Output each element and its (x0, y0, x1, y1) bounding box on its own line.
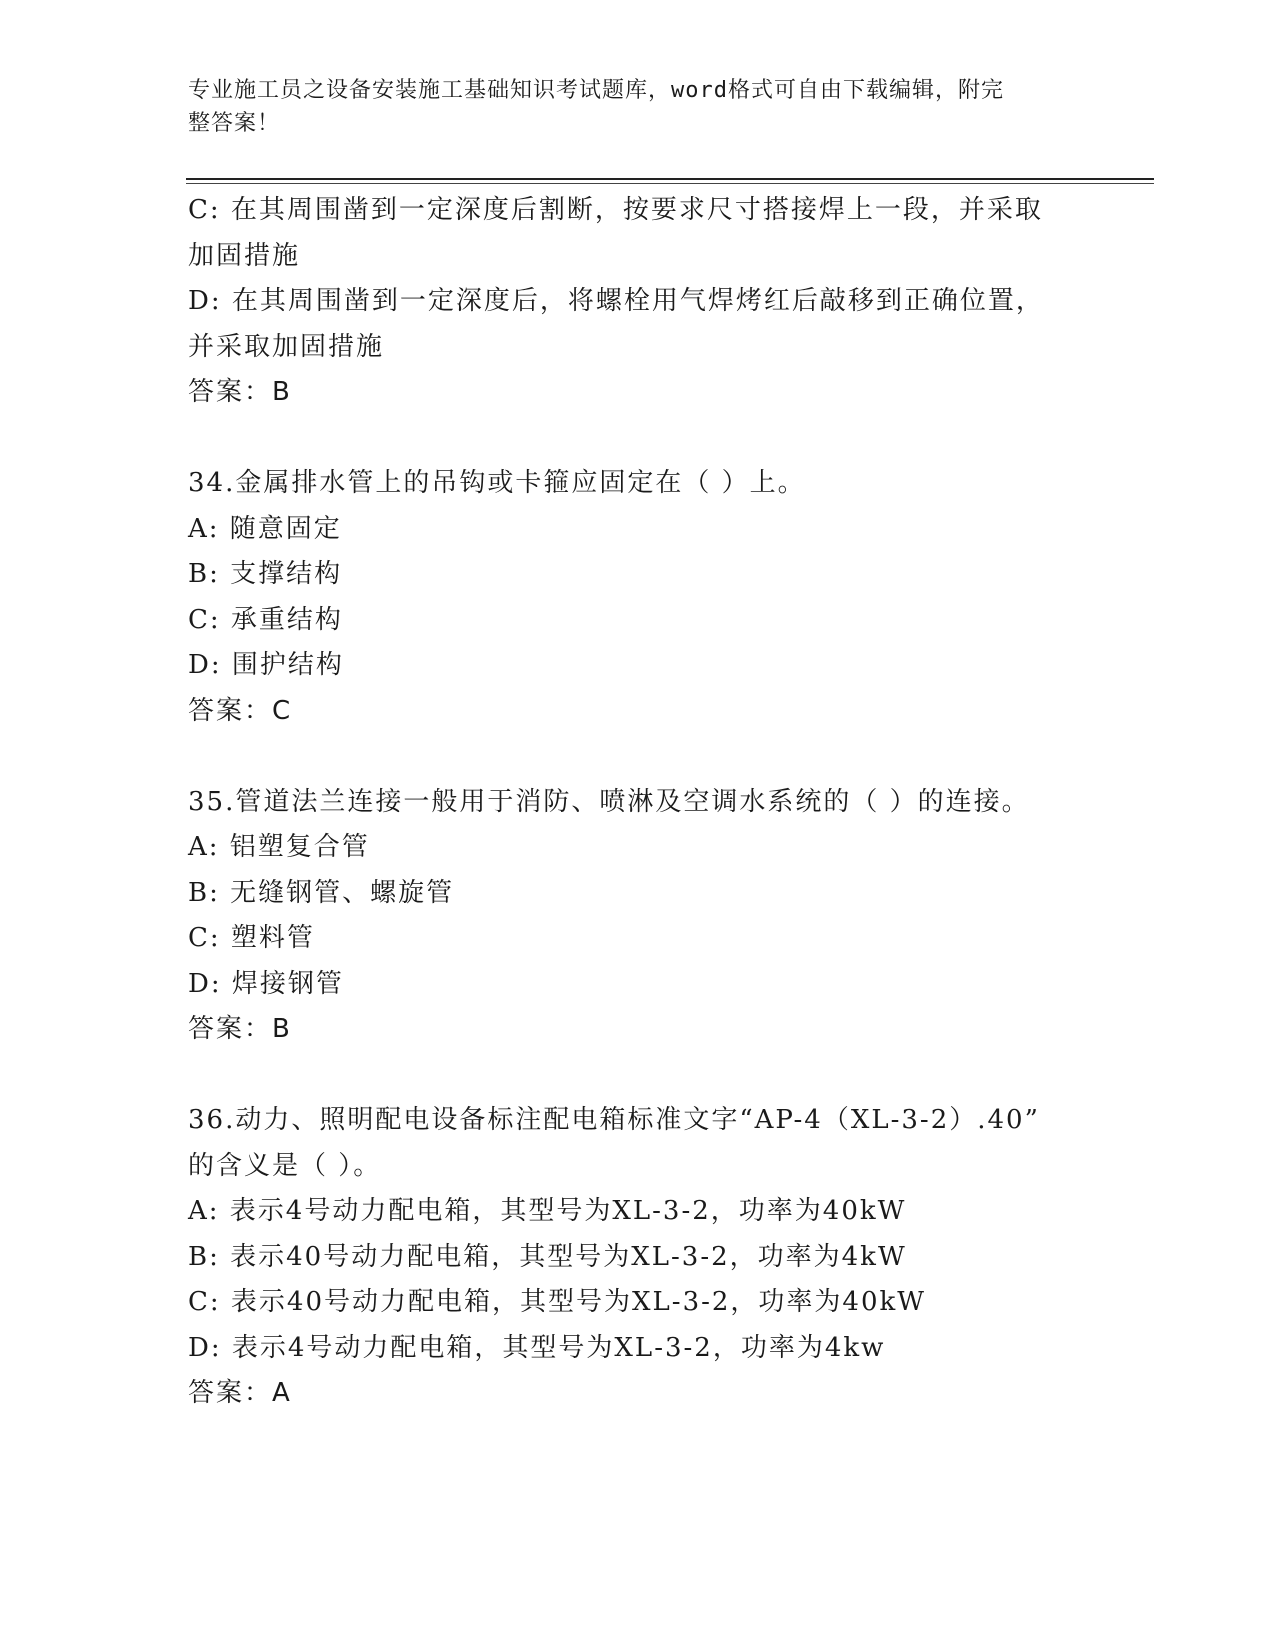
answer: 答案：B (188, 1014, 292, 1044)
option-d: D: 表示4号动力配电箱，其型号为XL-3-2，功率为4kw (188, 1332, 886, 1363)
option-c-line-1: C: 在其周围凿到一定深度后割断，按要求尺寸搭接焊上一段，并采取 (188, 195, 1043, 225)
option-b: B: 表示40号动力配电箱，其型号为XL-3-2，功率为4kW (188, 1241, 907, 1272)
option-b: B: 支撑结构 (188, 559, 343, 589)
header-divider-thin (186, 183, 1154, 184)
header-line-2: 整答案！ (188, 111, 281, 136)
document-body (188, 188, 1088, 1417)
spacer (188, 416, 1088, 462)
question-35 (188, 780, 1088, 1053)
question-34 (188, 461, 1088, 734)
option-d-line-2: 并采取加固措施 (188, 331, 385, 362)
option-c: C: 塑料管 (188, 923, 315, 953)
prev-question (188, 188, 1088, 416)
question-stem: 35.管道法兰连接一般用于消防、喷淋及空调水系统的（ ）的连接。 (188, 786, 1030, 817)
option-a: A: 铝塑复合管 (188, 832, 370, 862)
option-c: C: 承重结构 (188, 604, 343, 635)
option-c: C: 表示40号动力配电箱，其型号为XL-3-2，功率为40kW (188, 1287, 926, 1317)
option-d: D: 焊接钢管 (188, 968, 344, 999)
page-header (188, 74, 1068, 140)
option-a: A: 随意固定 (188, 513, 342, 544)
answer: 答案：B (188, 377, 292, 407)
question-stem: 34.金属排水管上的吊钩或卡箍应固定在（ ）上。 (188, 468, 806, 498)
spacer (188, 1053, 1088, 1099)
header-line-1: 专业施工员之设备安装施工基础知识考试题库，word格式可自由下载编辑，附完 (188, 78, 1004, 103)
option-c-line-2: 加固措施 (188, 240, 301, 271)
question-stem-line-2: 的含义是（ ）。 (188, 1150, 382, 1181)
option-a: A: 表示4号动力配电箱，其型号为XL-3-2，功率为40kW (188, 1196, 907, 1226)
answer: 答案：A (188, 1378, 292, 1408)
question-stem-line-1: 36.动力、照明配电设备标注配电箱标准文字“AP-4（XL-3-2）.40” (188, 1105, 1040, 1135)
option-b: B: 无缝钢管、螺旋管 (188, 877, 455, 908)
option-d: D: 围护结构 (188, 650, 344, 680)
question-36 (188, 1098, 1088, 1417)
spacer (188, 734, 1088, 780)
option-d-line-1: D: 在其周围凿到一定深度后，将螺栓用气焊烤红后敲移到正确位置， (188, 286, 1044, 316)
answer: 答案：C (188, 695, 293, 726)
header-divider-thick (186, 178, 1154, 180)
